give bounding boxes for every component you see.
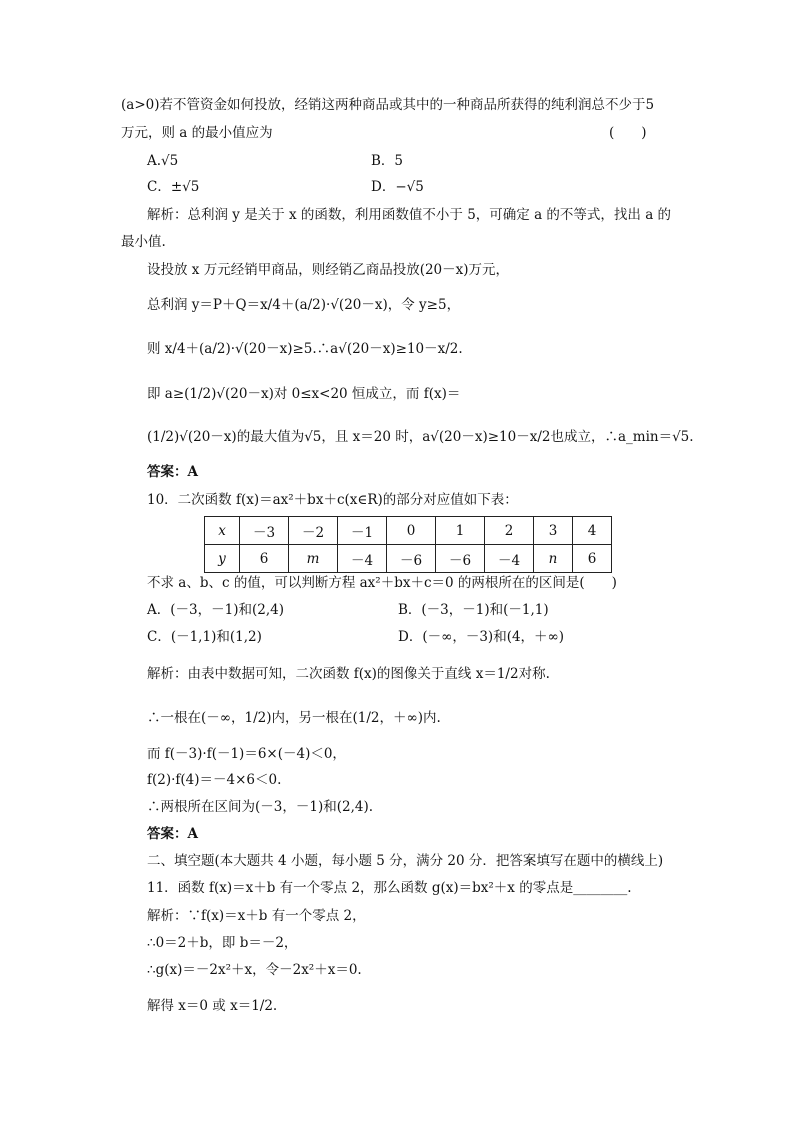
table-cell: 0 (387, 517, 436, 545)
option-c: C．±√5 (147, 179, 200, 195)
values-table (204, 516, 612, 573)
q10-solution-line-3: 而 f(－3)·f(－1)＝6×(－4)＜0， (147, 746, 346, 762)
solution-line-7: (1/2)√(20－x)的最大值为√5，且 x＝20 时，a√(20－x)≥10－x/2也成立，∴a_min＝√5. (147, 429, 694, 445)
q11-solution-line-4: 解得 x＝0 或 x＝1/2. (147, 998, 278, 1014)
q10-option-d: D．(－∞，－3)和(4，＋∞) (398, 629, 565, 645)
q11-solution-line-1: 解析：∵f(x)＝x＋b 有一个零点 2， (147, 908, 366, 924)
solution-line-4: 总利润 y＝P＋Q＝x/4＋(a/2)·√(20－x)，令 y≥5， (147, 297, 461, 313)
table-cell: －4 (338, 545, 387, 573)
problem-text-line-2: 万元，则 a 的最小值应为 (121, 125, 273, 141)
table-header-y: y (205, 545, 240, 573)
table-cell: －1 (338, 517, 387, 545)
q10-option-b: B．(－3，－1)和(－1,1) (398, 602, 549, 618)
q11-solution-line-3: ∴g(x)＝－2x²＋x，令－2x²＋x＝0. (147, 962, 362, 978)
table-cell: 4 (573, 517, 612, 545)
table-cell: －4 (485, 545, 534, 573)
q10-option-a: A．(－3，－1)和(2,4) (147, 602, 284, 618)
table-cell: －3 (240, 517, 289, 545)
solution-line-6: 即 a≥(1/2)√(20－x)对 0≤x<20 恒成立，而 f(x)＝ (147, 386, 461, 402)
table-cell: －2 (289, 517, 338, 545)
table-cell: －6 (436, 545, 485, 573)
q10-solution-line-5: ∴两根所在区间为(－3，－1)和(2,4). (147, 799, 374, 815)
solution-line-1: 解析：总利润 y 是关于 x 的函数，利用函数值不小于 5，可确定 a 的不等式，找出 a 的 (147, 207, 672, 223)
option-d: D．−√5 (371, 179, 424, 195)
table-cell: 6 (573, 545, 612, 573)
q11-solution-line-2: ∴0＝2＋b，即 b＝－2， (147, 935, 298, 951)
table-cell: －6 (387, 545, 436, 573)
q10-option-c: C．(－1,1)和(1,2) (147, 629, 262, 645)
table-cell: 1 (436, 517, 485, 545)
question-10-stem: 不求 a、b、c 的值，可以判断方程 ax²＋bx＋c＝0 的两根所在的区间是( ) (147, 575, 617, 591)
q10-solution-line-2: ∴一根在(－∞，1/2)内，另一根在(1/2，＋∞)内. (147, 710, 441, 726)
problem-text-line-1: (a>0)若不管资金如何投放，经销这两种商品或其中的一种商品所获得的纯利润总不少于5 (121, 97, 655, 113)
solution-line-5: 则 x/4＋(a/2)·√(20－x)≥5.∴a√(20－x)≥10－x/2. (147, 341, 463, 357)
option-a: A.√5 (147, 153, 179, 169)
table-cell: 2 (485, 517, 534, 545)
solution-line-3: 设投放 x 万元经销甲商品，则经销乙商品投放(20－x)万元， (147, 262, 510, 278)
answer-bracket: ( ) (609, 125, 647, 141)
section-2-heading: 二、填空题(本大题共 4 小题，每小题 5 分，满分 20 分．把答案填写在题中的横线上) (147, 853, 664, 869)
option-b: B．5 (371, 153, 404, 169)
table-header-x: x (205, 517, 240, 545)
table-cell: m (289, 545, 338, 573)
question-11: 11．函数 f(x)＝x＋b 有一个零点 2，那么函数 g(x)＝bx²＋x 的零点是________. (147, 880, 632, 896)
solution-line-2: 最小值. (121, 234, 166, 250)
answer-label-1: 答案：A (147, 464, 198, 480)
table-cell: n (534, 545, 573, 573)
table-row-y (205, 545, 612, 573)
table-row-x (205, 517, 612, 545)
table-cell: 6 (240, 545, 289, 573)
answer-label-2: 答案：A (147, 826, 198, 842)
question-10: 10．二次函数 f(x)＝ax²＋bx＋c(x∈R)的部分对应值如下表： (147, 492, 518, 508)
q10-solution-line-4: f(2)·f(4)＝－4×6＜0. (147, 772, 282, 788)
q10-solution-line-1: 解析：由表中数据可知，二次函数 f(x)的图像关于直线 x＝1/2对称. (147, 666, 550, 682)
table-cell: 3 (534, 517, 573, 545)
